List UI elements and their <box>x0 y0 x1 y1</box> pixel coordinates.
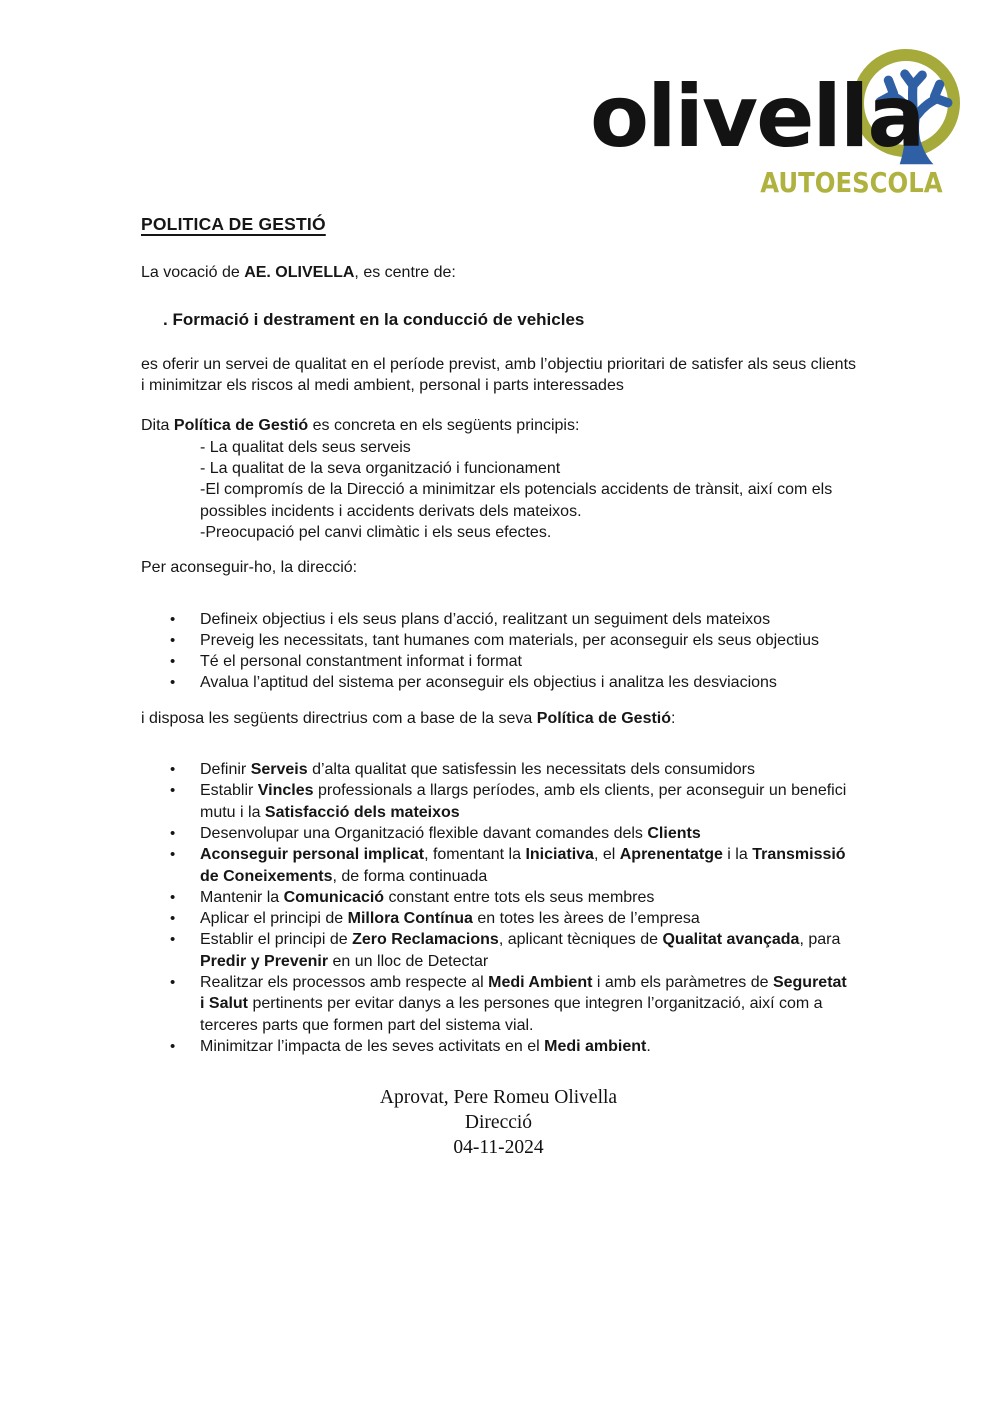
vocation-line: La vocació de AE. OLIVELLA, es centre de: <box>141 264 456 282</box>
direction-bullet-list <box>141 609 856 694</box>
directive-bullet: • Aconseguir personal implicat, fomentant la Iniciativa, el Aprenentatge i la Transmissió de Coneixements, de forma continuada <box>170 844 850 887</box>
principles-lead: Dita Política de Gestió es concreta en els següents principis: <box>141 417 580 435</box>
approval-role: Direcció <box>464 1112 533 1134</box>
directive-bullet: • Establir Vincles professionals a llargs períodes, amb els clients, per aconseguir un benefici mutu i la Satisfacció dels mateixos <box>170 780 850 823</box>
direction-bullet: • Preveig les necessitats, tant humanes com materials, per aconseguir els seus objectius <box>170 630 850 651</box>
direction-bullet: • Té el personal constantment informat i format <box>170 651 850 672</box>
directive-bullet: • Definir Serveis d’alta qualitat que satisfessin les necessitats dels consumidors <box>170 759 850 780</box>
direction-bullet: • Avalua l’aptitud del sistema per aconseguir els objectius i analitza les desviacions <box>170 672 850 693</box>
directive-bullet: • Aplicar el principi de Millora Contínua en totes les àrees de l’empresa <box>170 908 850 929</box>
direction-bullet: • Defineix objectius i els seus plans d’acció, realitzant un seguiment dels mateixos <box>170 609 850 630</box>
directive-bullet: • Desenvolupar una Organització flexible davant comandes dels Clients <box>170 823 850 844</box>
document-body <box>0 212 996 1160</box>
principles-list <box>141 437 856 543</box>
document-title: POLITICA DE GESTIÓ <box>141 214 326 234</box>
direction-lead: Per aconseguir-ho, la direcció: <box>141 559 358 577</box>
principle-item: -Preocupació pel canvi climàtic i els seus efectes. <box>200 523 552 541</box>
directives-bullet-list <box>141 759 856 1057</box>
directive-bullet: • Minimitzar l’impacta de les seves activitats en el Medi ambient. <box>170 1036 850 1057</box>
directives-lead: i disposa les següents directrius com a base de la seva Política de Gestió: <box>141 709 676 727</box>
principle-item: -El compromís de la Direcció a minimitzar els potencials accidents de trànsit, així com els possibles incidents i accidents derivats dels mateixos. <box>200 481 833 520</box>
logo-subtitle: AUTOESCOLA <box>760 166 943 199</box>
directive-bullet: • Establir el principi de Zero Reclamacions, aplicant tècniques de Qualitat avançada, para Predir y Prevenir en un lloc de Detectar <box>170 929 850 972</box>
activity-headline: . Formació i destrament en la conducció de vehicles <box>163 309 585 329</box>
logo-header <box>0 0 996 212</box>
logo-brand: olivella <box>590 67 924 167</box>
principle-item: - La qualitat dels seus serveis <box>200 438 411 456</box>
principle-item: - La qualitat de la seva organització i funcionament <box>200 460 561 478</box>
approval-date: 04-11-2024 <box>453 1137 544 1159</box>
approval-block <box>141 1085 856 1160</box>
directive-bullet: • Mantenir la Comunicació constant entre tots els seus membres <box>170 887 850 908</box>
directive-bullet: • Realitzar els processos amb respecte al Medi Ambient i amb els paràmetres de Seguretat i Salut pertinents per evitar danys a les persones que integren l’organització, així com a terceres parts que formen part del sistema vial. <box>170 972 850 1036</box>
approval-name: Aprovat, Pere Romeu Olivella <box>379 1087 618 1109</box>
intro-paragraph: es oferir un servei de qualitat en el període previst, amb l’objectiu prioritari de satisfer als seus clients i minimitzar els riscos al medi ambient, personal i parts interessades <box>141 355 857 395</box>
